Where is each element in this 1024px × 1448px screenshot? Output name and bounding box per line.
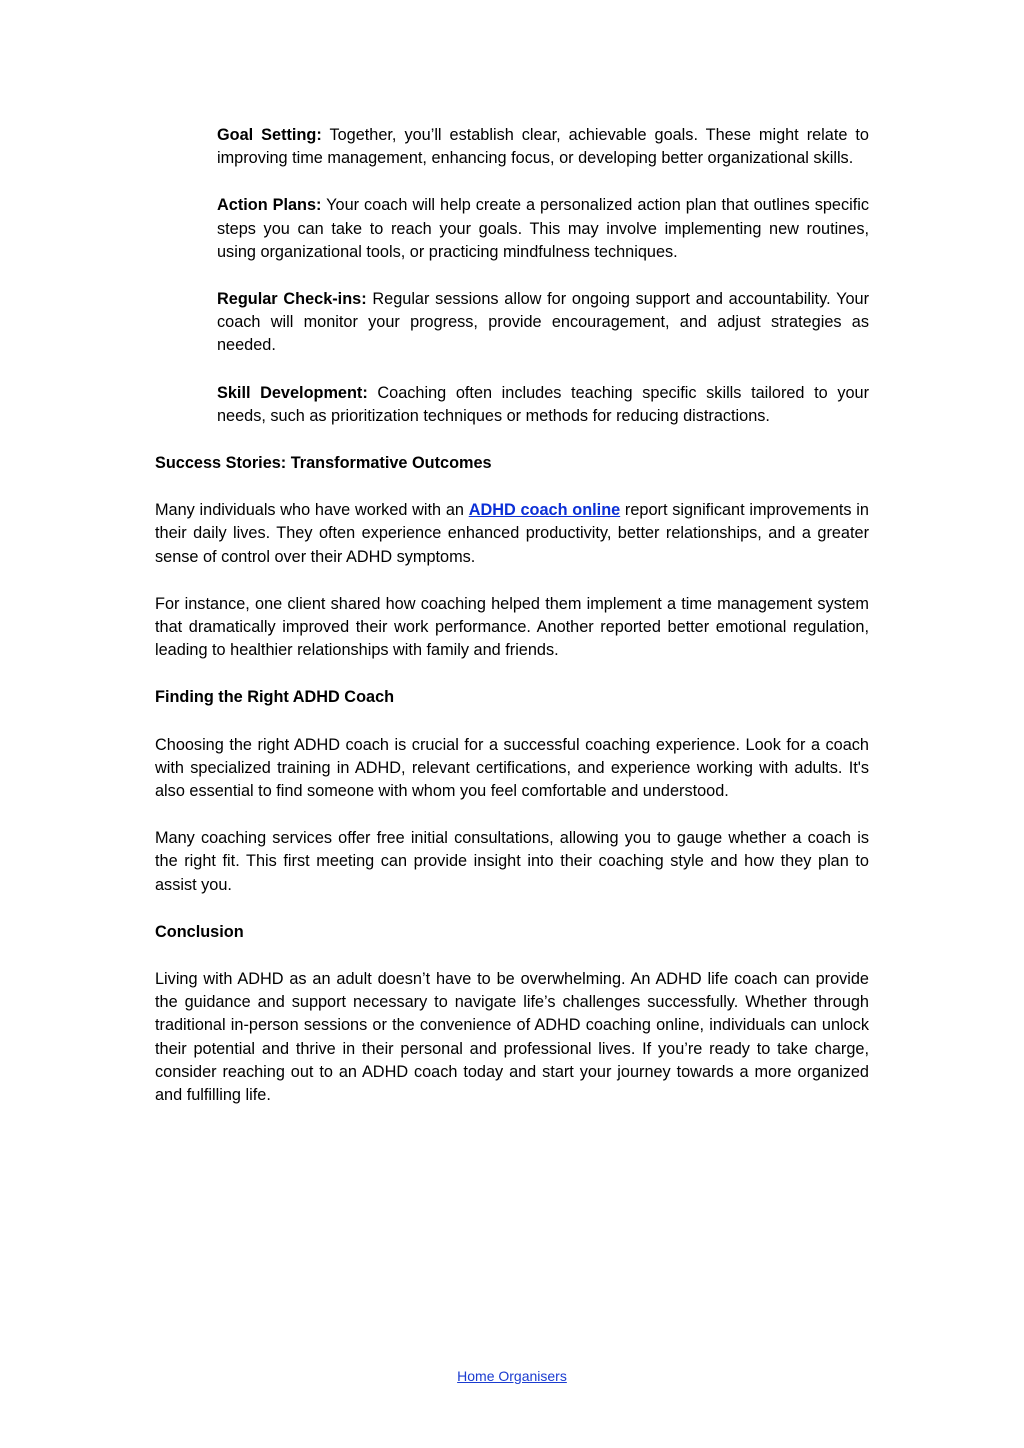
- list-item-term: Regular Check-ins:: [217, 290, 367, 309]
- success-stories-heading: Success Stories: Transformative Outcomes: [155, 454, 492, 473]
- page-content: [155, 124, 869, 1131]
- finding-coach-paragraph-1: Choosing the right ADHD coach is crucial for a successful coaching experience. Look for a coach with specialized training in ADHD, relevant certifications, and experience working with adults. It's also essential to find someone with whom you feel comfortable and understood.: [155, 735, 869, 801]
- paragraph-text: report significant improvements in their daily lives. They often experience enhanced productivity, better relationships, and a greater sense of control over their ADHD symptoms.: [155, 501, 869, 566]
- home-organisers-link[interactable]: Home Organisers: [457, 1368, 567, 1384]
- list-item-term: Action Plans:: [217, 196, 322, 215]
- page-footer: [0, 1366, 1024, 1386]
- list-item-action-plans: [217, 194, 869, 264]
- paragraph-text: Many individuals who have worked with an: [155, 501, 469, 520]
- list-item-term: Goal Setting:: [217, 126, 322, 144]
- list-item-text: Coaching often includes teaching specific skills tailored to your needs, such as prioritization techniques or methods for reducing distractions.: [217, 383, 869, 425]
- finding-coach-heading: Finding the Right ADHD Coach: [155, 688, 395, 707]
- conclusion-heading: Conclusion: [155, 922, 244, 941]
- conclusion-paragraph: Living with ADHD as an adult doesn’t have to be overwhelming. An ADHD life coach can provide the guidance and support necessary to navigate life’s challenges successfully. Whether through traditional in-person sessions or the convenience of ADHD coaching online, individuals can unlock their potential and thrive in their personal and professional lives. If you’re ready to take charge, consider reaching out to an ADHD coach today and start your journey towards a more organized and fulfilling life.: [155, 970, 869, 1105]
- list-item-goal-setting: [217, 124, 869, 170]
- coaching-process-list: [217, 124, 869, 428]
- list-item-text: Regular sessions allow for ongoing support and accountability. Your coach will monitor your progress, provide encouragement, and adjust strategies as needed.: [217, 290, 869, 355]
- list-item-regular-check-ins: [217, 288, 869, 358]
- finding-coach-paragraph-2: Many coaching services offer free initial consultations, allowing you to gauge whether a coach is the right fit. This first meeting can provide insight into their coaching style and how they plan to assist you.: [155, 829, 869, 894]
- success-stories-paragraph-1: [155, 499, 869, 569]
- list-item-text: Your coach will help create a personalized action plan that outlines specific steps you can take to reach your goals. This may involve implementing new routines, using organizational tools, or practicing mindfulness techniques.: [217, 196, 869, 261]
- adhd-coach-online-link[interactable]: ADHD coach online: [468, 501, 621, 520]
- list-item-text: Together, you’ll establish clear, achievable goals. These might relate to improving time management, enhancing focus, or developing better organizational skills.: [217, 126, 869, 168]
- list-item-term: Skill Development:: [217, 383, 368, 402]
- success-stories-paragraph-2: For instance, one client shared how coaching helped them implement a time management system that dramatically improved their work performance. Another reported better emotional regulation, leading to healthier relationships with family and friends.: [155, 594, 869, 660]
- list-item-skill-development: [217, 382, 869, 428]
